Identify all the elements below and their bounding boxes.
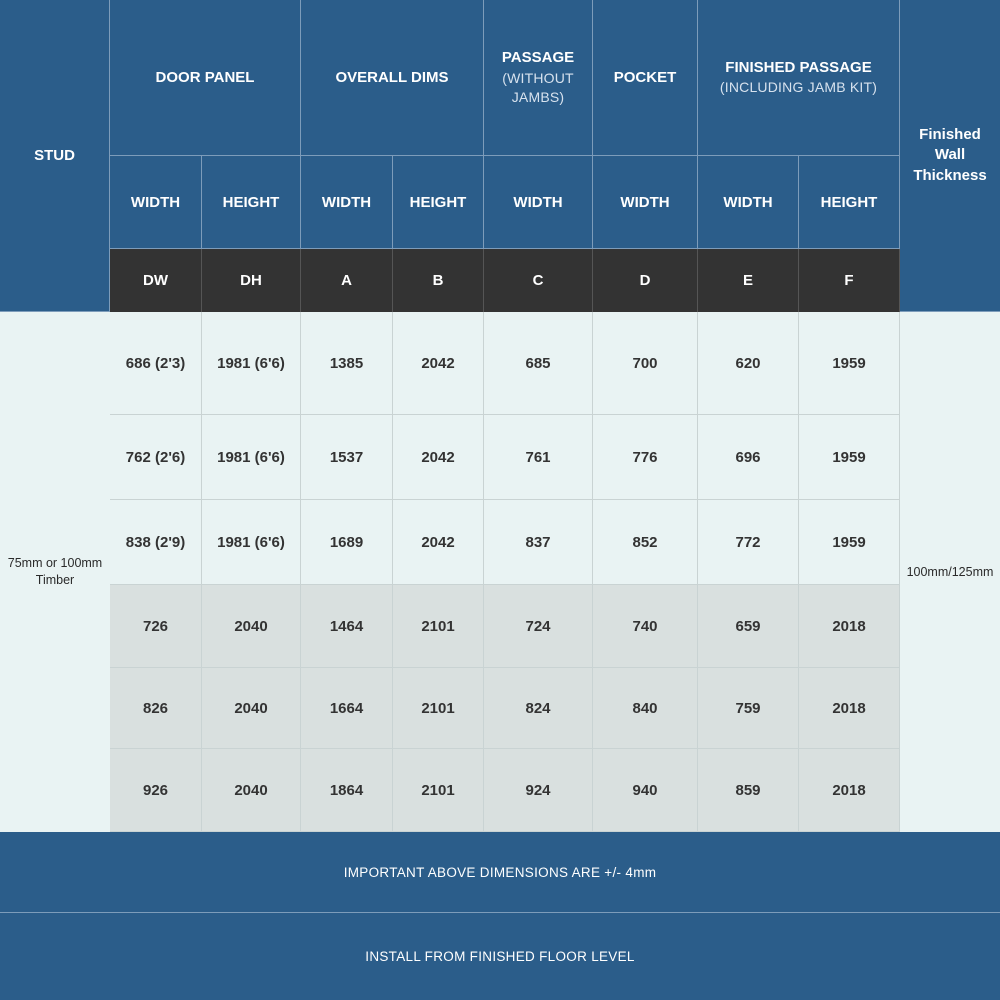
table-cell (593, 312, 698, 415)
column-code (799, 249, 900, 312)
overall-dims-label: OVERALL DIMS (335, 69, 449, 86)
table-cell-text: 2101 (421, 699, 455, 717)
column-header-text: WIDTH (620, 193, 670, 211)
table-cell (698, 585, 799, 668)
table-cell-text: 1537 (329, 448, 364, 466)
stud-value-cell (0, 312, 110, 832)
table-cell-text: 837 (525, 533, 551, 551)
table-cell-text: 924 (525, 781, 551, 799)
column-header-text: HEIGHT (820, 193, 878, 211)
table-cell-text: 838 (2'9) (125, 533, 186, 551)
table-cell (593, 749, 698, 832)
table-cell-text: 1464 (329, 617, 364, 635)
table-cell (799, 749, 900, 832)
table-cell-text: 1664 (329, 699, 364, 717)
table-cell (393, 585, 484, 668)
table-cell-text: 1385 (329, 354, 364, 372)
column-header (393, 156, 484, 249)
table-cell (484, 749, 593, 832)
column-code (593, 249, 698, 312)
column-code-text: DH (240, 272, 262, 289)
table-cell (799, 415, 900, 500)
table-cell (202, 500, 301, 585)
table-cell-text: 1981 (6'6) (217, 354, 285, 372)
table-cell (393, 749, 484, 832)
table-cell (593, 415, 698, 500)
table-cell (593, 585, 698, 668)
column-header (698, 156, 799, 249)
table-cell-text: 2018 (832, 617, 866, 635)
column-code-text: A (341, 272, 352, 289)
column-header (593, 156, 698, 249)
column-code-text: B (432, 272, 444, 289)
table-cell-text: 1981 (6'6) (217, 448, 285, 466)
table-cell-text: 686 (2'3) (125, 354, 186, 372)
door-panel-label: DOOR PANEL (155, 69, 255, 86)
table-cell-text: 940 (632, 781, 658, 799)
column-code-text: F (844, 272, 854, 289)
column-code-text: C (532, 272, 544, 289)
table-cell-text: 826 (142, 699, 169, 717)
table-cell-text: 761 (525, 448, 551, 466)
table-cell-text: 776 (632, 448, 658, 466)
column-header (484, 156, 593, 249)
table-cell (202, 415, 301, 500)
table-cell (202, 749, 301, 832)
table-cell-text: 926 (142, 781, 169, 799)
table-cell (393, 500, 484, 585)
table-cell-text: 696 (735, 448, 761, 466)
table-cell (393, 415, 484, 500)
column-code (484, 249, 593, 312)
finished-wall-header (900, 0, 1000, 312)
stud-header-label: STUD (34, 147, 75, 164)
table-cell-text: 762 (2'6) (125, 448, 186, 466)
important-note-text: IMPORTANT ABOVE DIMENSIONS ARE +/- 4mm (343, 864, 657, 880)
column-code-text: D (639, 272, 651, 289)
door-panel-header (110, 0, 301, 156)
passage-label: PASSAGE (501, 49, 575, 67)
column-code (110, 249, 202, 312)
table-cell (698, 749, 799, 832)
column-header-text: WIDTH (130, 193, 181, 211)
wall-value: 100mm/125mm (906, 564, 994, 579)
table-cell-text: 2101 (421, 781, 455, 799)
table-cell (110, 312, 202, 415)
column-header (110, 156, 202, 249)
table-cell-text: 1689 (329, 533, 364, 551)
table-cell (301, 668, 393, 749)
table-cell (301, 500, 393, 585)
table-cell (301, 312, 393, 415)
finished-passage-sublabel: (INCLUDING JAMB KIT) (719, 79, 878, 96)
table-cell-text: 1959 (832, 354, 866, 372)
table-cell (110, 500, 202, 585)
table-cell-text: 724 (525, 617, 551, 635)
table-cell (110, 585, 202, 668)
table-cell-text: 859 (735, 781, 761, 799)
column-header-text: HEIGHT (222, 193, 280, 211)
table-cell (593, 500, 698, 585)
table-cell-text: 2018 (832, 699, 866, 717)
table-cell-text: 759 (735, 699, 761, 717)
column-code-text: DW (143, 272, 168, 289)
table-cell-text: 2040 (234, 699, 268, 717)
table-cell-text: 685 (525, 354, 551, 372)
table-cell (301, 585, 393, 668)
table-cell (202, 312, 301, 415)
table-cell-text: 1959 (832, 533, 866, 551)
table-cell (484, 415, 593, 500)
important-note (0, 832, 1000, 912)
pocket-header (593, 0, 698, 156)
table-cell (202, 585, 301, 668)
table-cell (301, 415, 393, 500)
table-cell-text: 2040 (234, 617, 268, 635)
table-cell (593, 668, 698, 749)
table-cell (301, 749, 393, 832)
table-cell-text: 740 (632, 617, 658, 635)
column-header-text: WIDTH (513, 193, 563, 211)
finished-passage-header (698, 0, 900, 156)
table-cell (393, 668, 484, 749)
table-cell (799, 312, 900, 415)
column-header (301, 156, 393, 249)
table-cell (202, 668, 301, 749)
table-cell (484, 585, 593, 668)
column-header-text: WIDTH (723, 193, 773, 211)
table-cell-text: 726 (142, 617, 169, 635)
table-cell (799, 585, 900, 668)
column-code (202, 249, 301, 312)
table-cell-text: 700 (632, 354, 658, 372)
column-code-text: E (742, 272, 753, 289)
table-cell-text: 2042 (421, 448, 455, 466)
table-cell-text: 1864 (329, 781, 364, 799)
passage-header (484, 0, 593, 156)
table-cell (110, 415, 202, 500)
column-header-text: HEIGHT (409, 193, 467, 211)
table-cell (110, 668, 202, 749)
stud-header (0, 0, 110, 312)
table-cell-text: 2101 (421, 617, 455, 635)
column-header (799, 156, 900, 249)
wall-value-cell (900, 312, 1000, 832)
table-cell (484, 668, 593, 749)
table-cell (484, 500, 593, 585)
column-header (202, 156, 301, 249)
table-cell (698, 415, 799, 500)
table-cell-text: 772 (735, 533, 761, 551)
table-cell-text: 2042 (421, 533, 455, 551)
column-code (301, 249, 393, 312)
finished-passage-label: FINISHED PASSAGE (725, 58, 872, 76)
table-cell (698, 500, 799, 585)
table-cell-text: 2042 (421, 354, 455, 372)
install-note (0, 913, 1000, 1000)
table-cell (698, 312, 799, 415)
table-cell (484, 312, 593, 415)
table-cell-text: 852 (632, 533, 658, 551)
table-cell-text: 2040 (234, 781, 268, 799)
passage-sublabel: (WITHOUT JAMBS) (502, 69, 574, 105)
stud-value: 75mm or 100mm Timber (7, 556, 103, 587)
table-cell (799, 668, 900, 749)
finished-wall-label: Finished Wall Thickness (913, 126, 987, 184)
table-cell-text: 824 (525, 699, 551, 717)
pocket-label: POCKET (613, 69, 677, 86)
table-cell-text: 2018 (832, 781, 866, 799)
table-cell-text: 840 (632, 699, 658, 717)
table-cell-text: 1959 (832, 448, 866, 466)
column-code (698, 249, 799, 312)
table-cell-text: 620 (735, 354, 761, 372)
install-note-text: INSTALL FROM FINISHED FLOOR LEVEL (365, 949, 635, 964)
overall-dims-header (301, 0, 484, 156)
column-header-text: WIDTH (321, 193, 372, 211)
table-cell (393, 312, 484, 415)
table-cell (110, 749, 202, 832)
table-cell-text: 659 (735, 617, 761, 635)
table-cell (698, 668, 799, 749)
table-cell (799, 500, 900, 585)
column-code (393, 249, 484, 312)
table-cell-text: 1981 (6'6) (217, 533, 285, 551)
